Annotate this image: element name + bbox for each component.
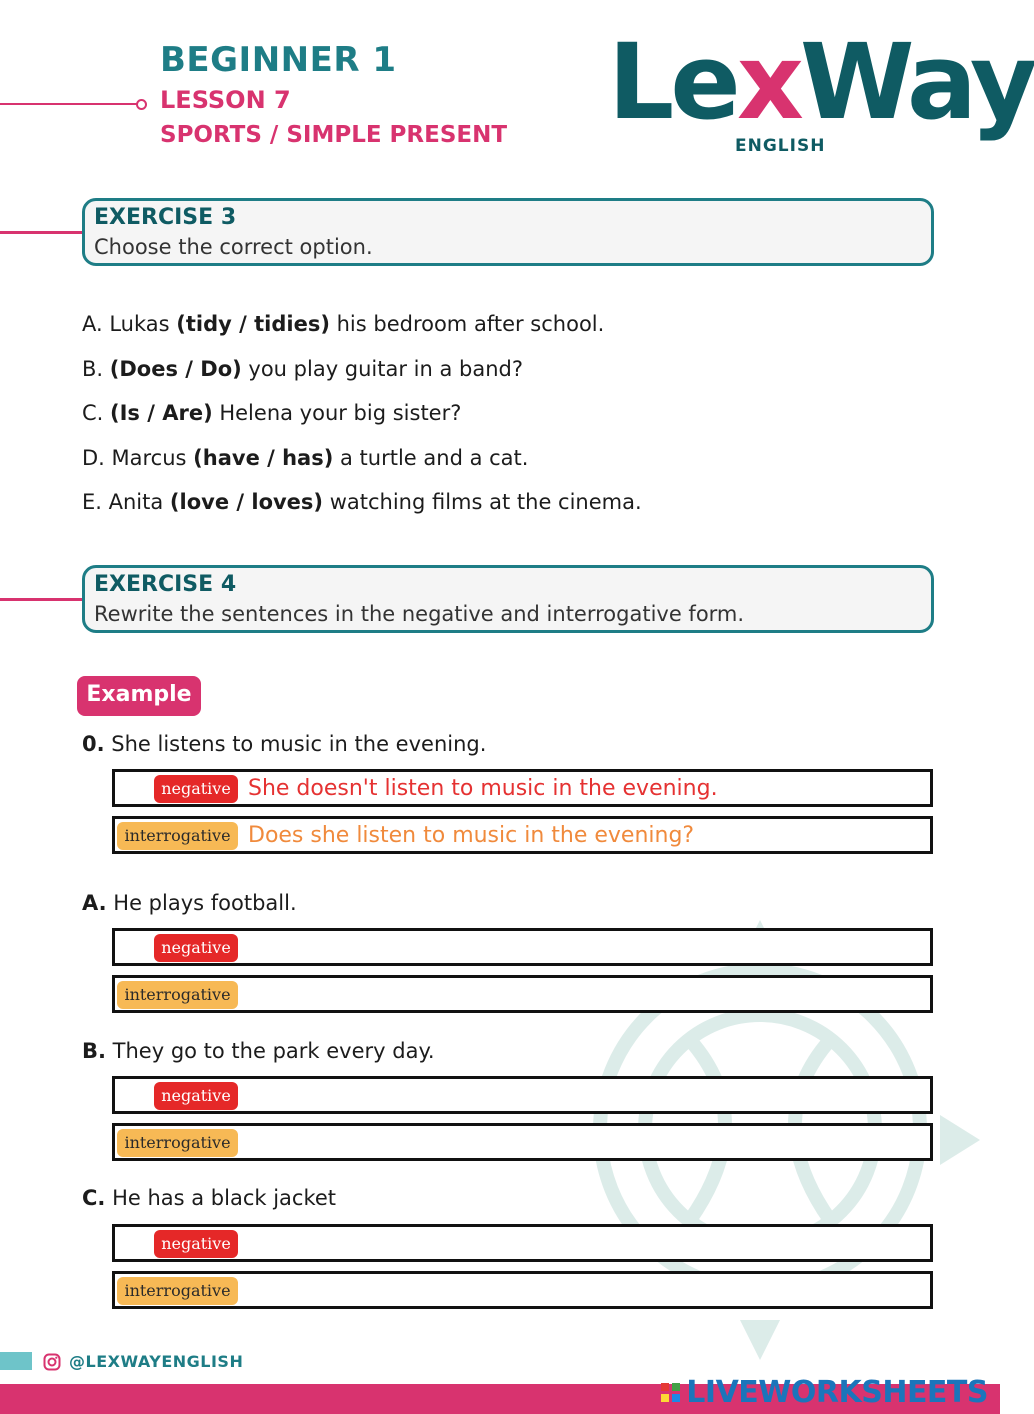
question-number: A. xyxy=(82,891,107,915)
exercise4-instruction: Rewrite the sentences in the negative and interrogative form. xyxy=(94,602,745,626)
question-sentence: He plays football. xyxy=(106,891,297,915)
exercise4-header xyxy=(82,565,934,633)
question-sentence: He has a black jacket xyxy=(105,1186,337,1210)
social-handle[interactable]: @LEXWAYENGLISH xyxy=(69,1352,244,1371)
answer-field-negative[interactable] xyxy=(112,769,933,807)
footer-decor-block xyxy=(0,1352,32,1370)
negative-badge: negative xyxy=(154,1082,238,1110)
exercise3-title: EXERCISE 3 xyxy=(94,205,237,230)
negative-badge: negative xyxy=(154,934,238,962)
lexway-logo xyxy=(608,21,1034,160)
answer-field-interrogative[interactable] xyxy=(112,975,933,1013)
question-c xyxy=(82,1186,336,1210)
level-title: BEGINNER 1 xyxy=(160,40,397,80)
liveworksheets-text: LIVEWORKSHEETS xyxy=(686,1375,988,1410)
example-tag: Example xyxy=(77,676,201,716)
item-text: A. Lukas xyxy=(82,312,177,336)
item-text: C. xyxy=(82,401,111,425)
answer-field-negative[interactable] xyxy=(112,928,933,966)
exercise3-decor-line xyxy=(0,231,84,234)
topic-title: SPORTS / SIMPLE PRESENT xyxy=(160,122,508,148)
exercise3-instruction: Choose the correct option. xyxy=(94,235,373,259)
header-decor-dot xyxy=(136,99,147,110)
negative-badge: negative xyxy=(154,1230,238,1258)
liveworksheets-brand[interactable] xyxy=(661,1375,988,1410)
exercise3-item-b xyxy=(82,357,523,381)
question-number: B. xyxy=(82,1039,106,1063)
question-b xyxy=(82,1039,435,1063)
item-text: his bedroom after school. xyxy=(329,312,605,336)
question-sentence: She listens to music in the evening. xyxy=(104,732,487,756)
item-text: you play guitar in a band? xyxy=(241,357,524,381)
question-number: C. xyxy=(82,1186,106,1210)
answer-field-interrogative[interactable] xyxy=(112,1271,933,1309)
item-options[interactable]: (tidy / tidies) xyxy=(176,312,330,336)
interrogative-badge: interrogative xyxy=(117,981,238,1009)
answer-field-interrogative[interactable] xyxy=(112,816,933,854)
item-text: a turtle and a cat. xyxy=(333,446,529,470)
item-text: B. xyxy=(82,357,110,381)
logo-subtitle: ENGLISH xyxy=(735,136,826,156)
negative-answer-text: She doesn't listen to music in the evening. xyxy=(248,776,718,801)
item-text: D. Marcus xyxy=(82,446,194,470)
negative-badge: negative xyxy=(154,775,238,803)
header-decor-line xyxy=(0,103,138,105)
lesson-title: LESSON 7 xyxy=(160,86,291,114)
item-options[interactable]: (Does / Do) xyxy=(109,357,242,381)
answer-field-negative[interactable] xyxy=(112,1224,933,1262)
exercise3-item-c xyxy=(82,401,461,425)
item-text: E. Anita xyxy=(82,490,170,514)
exercise3-header xyxy=(82,198,934,266)
liveworksheets-icon xyxy=(661,1383,683,1405)
item-options[interactable]: (Is / Are) xyxy=(110,401,213,425)
interrogative-badge: interrogative xyxy=(117,1129,238,1157)
answer-field-interrogative[interactable] xyxy=(112,1123,933,1161)
instagram-icon[interactable] xyxy=(43,1353,61,1371)
logo-text-x: x xyxy=(736,21,800,143)
question-sentence: They go to the park every day. xyxy=(105,1039,435,1063)
interrogative-badge: interrogative xyxy=(117,1277,238,1305)
item-text: Helena your big sister? xyxy=(212,401,462,425)
exercise4-decor-line xyxy=(0,598,84,601)
interrogative-badge: interrogative xyxy=(117,822,238,850)
answer-field-negative[interactable] xyxy=(112,1076,933,1114)
question-number: 0. xyxy=(82,732,105,756)
exercise3-item-d xyxy=(82,446,528,470)
exercise3-item-a xyxy=(82,312,604,336)
logo-text-le: Le xyxy=(608,21,737,143)
item-options[interactable]: (love / loves) xyxy=(169,490,324,514)
item-options[interactable]: (have / has) xyxy=(193,446,334,470)
interrogative-answer-text: Does she listen to music in the evening? xyxy=(248,823,695,848)
item-text: watching films at the cinema. xyxy=(323,490,642,514)
exercise4-title: EXERCISE 4 xyxy=(94,572,237,597)
exercise3-item-e xyxy=(82,490,642,514)
question-0 xyxy=(82,732,486,756)
logo-text-way: Way xyxy=(799,21,1034,143)
question-a xyxy=(82,891,297,915)
